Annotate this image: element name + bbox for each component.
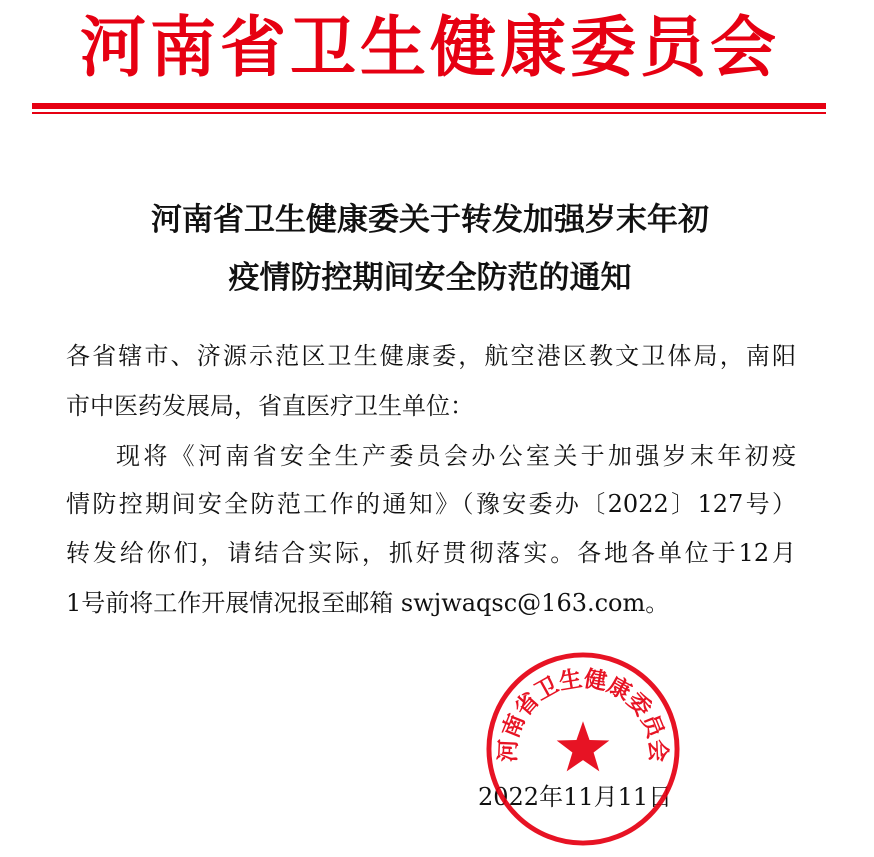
recipients-line-1: 各省辖市、济源示范区卫生健康委，航空港区教文卫体局，南阳 — [66, 342, 796, 370]
document-title-line-2: 疫情防控期间安全防范的通知 — [228, 260, 632, 296]
issue-date: 2022年11月11日 — [478, 783, 673, 811]
body-paragraph-line-2: 情防控期间安全防范工作的通知》（豫安委办〔2022〕127号） — [66, 490, 796, 518]
document-title-line-1: 河南省卫生健康委关于转发加强岁末年初 — [151, 202, 709, 238]
letterhead-rule-thin — [32, 112, 826, 114]
body-paragraph-line-4: 1号前将工作开展情况报至邮箱 swjwaqsc@163.com。 — [66, 589, 670, 617]
star-icon — [557, 721, 610, 771]
seal-text: 河南省卫生健康委员会 — [495, 665, 671, 763]
recipients-line-2: 市中医药发展局，省直医疗卫生单位： — [66, 392, 474, 420]
official-seal — [484, 650, 682, 848]
letterhead-rule-thick — [32, 103, 826, 109]
body-paragraph-line-1: 现将《河南省安全生产委员会办公室关于加强岁末年初疫 — [116, 442, 796, 470]
body-paragraph-line-3: 转发给你们，请结合实际，抓好贯彻落实。各地各单位于12月 — [66, 539, 796, 567]
letterhead-title: 河南省卫生健康委员会 — [80, 9, 780, 86]
